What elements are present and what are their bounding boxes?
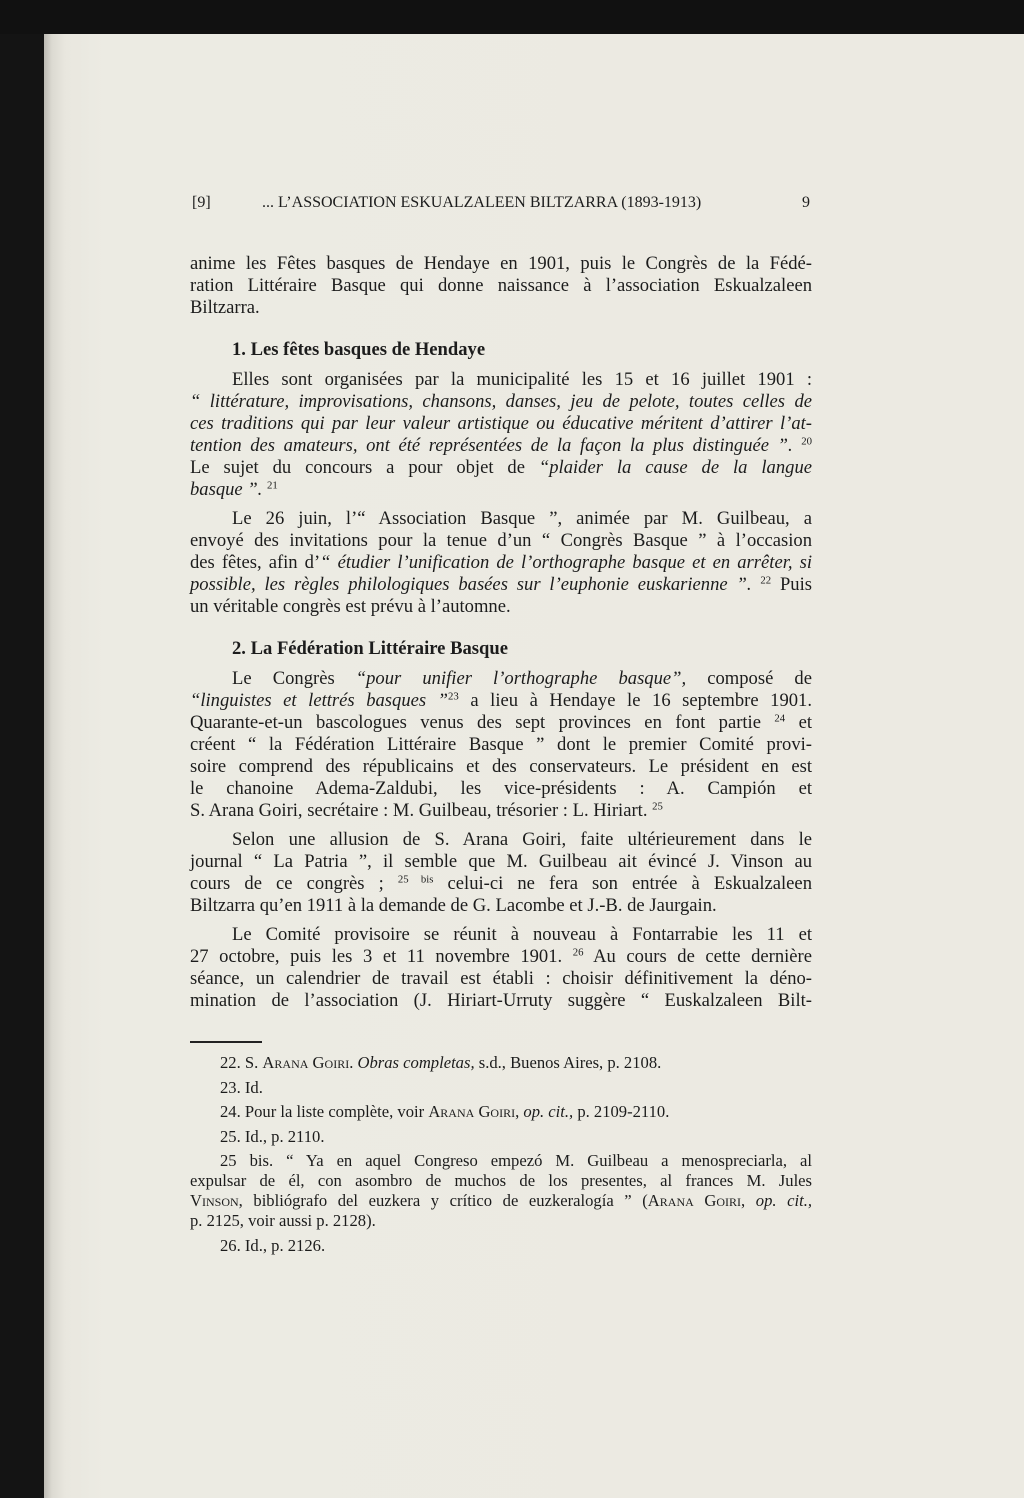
text-run: séance, un calendrier de travail est établi : choisir définitivement la déno- xyxy=(190,968,812,989)
text-run: un véritable congrès est prévu à l’automne. xyxy=(190,596,511,617)
footnote xyxy=(190,1078,812,1098)
text-run: a lieu à Hendaye le 16 septembre 1901. xyxy=(458,690,812,711)
text-line xyxy=(190,275,812,297)
italic-text: Obras completas, xyxy=(357,1053,475,1072)
small-caps-text: Arana Goiri xyxy=(428,1102,516,1121)
italic-text: op. cit., xyxy=(755,1191,813,1210)
text-run: Quarante-et-un bascologues venus des sept provinces en font partie xyxy=(190,712,775,733)
italic-text: ces traditions qui par leur valeur artistique ou éducative méritent d’attirer l’at- xyxy=(190,413,812,434)
text-run: composé de xyxy=(686,668,812,689)
text-line xyxy=(190,1053,812,1073)
text-line xyxy=(190,435,812,457)
text-run: cours de ce congrès ; xyxy=(190,873,398,894)
text-line xyxy=(190,508,812,530)
text-run: Puis xyxy=(771,574,812,595)
text-run: Au cours de cette dernière xyxy=(583,946,812,967)
text-run: 2. La Fédération Littéraire Basque xyxy=(232,638,508,659)
running-header xyxy=(190,192,812,214)
text-run: anime les Fêtes basques de Hendaye en 1901, puis le Congrès de la Fédé- xyxy=(190,253,812,274)
text-line xyxy=(190,968,812,990)
footnote xyxy=(190,1102,812,1122)
footnote xyxy=(190,1053,812,1073)
small-caps-text: Arana Goiri. xyxy=(262,1053,354,1072)
text-line xyxy=(190,778,812,800)
text-run: 24. Pour la liste complète, voir xyxy=(220,1102,429,1121)
footnote-reference: 26 xyxy=(572,946,584,959)
text-run: Selon une allusion de S. Arana Goiri, faite ultérieurement dans le xyxy=(232,829,812,850)
main-text xyxy=(190,253,812,1012)
text-line xyxy=(190,596,812,618)
text-run: Le Comité provisoire se réunit à nouveau à Fontarrabie les 11 et xyxy=(232,924,812,945)
text-line xyxy=(190,924,812,946)
text-line xyxy=(190,391,812,413)
text-run: soire comprend des républicains et des conservateurs. Le président en est xyxy=(190,756,812,777)
italic-text: “linguistes et lettrés basques ” xyxy=(190,690,449,711)
small-caps-text: Arana Goiri xyxy=(647,1191,742,1210)
text-line xyxy=(190,712,812,734)
text-run: celui-ci ne fera son entrée à Eskualzaleen xyxy=(433,873,812,894)
text-line xyxy=(190,339,812,361)
text-run: le chanoine Adema-Zaldubi, les vice-présidents : A. Campión et xyxy=(190,778,812,799)
footnote-reference: 25 bis xyxy=(397,873,434,886)
italic-text: op. cit., xyxy=(523,1102,574,1121)
italic-text: “ étudier l’unification de l’orthographe basque et en arrêter, si xyxy=(320,552,812,573)
text-line xyxy=(190,1078,812,1098)
footnote xyxy=(190,1236,812,1256)
text-run: p. 2109-2110. xyxy=(573,1102,670,1121)
text-run: 22. S. xyxy=(220,1053,263,1072)
text-line xyxy=(190,734,812,756)
text-line xyxy=(190,829,812,851)
page-reference: [9] xyxy=(192,194,211,211)
paragraph xyxy=(190,253,812,319)
text-run: envoyé des invitations pour la tenue d’un “ Congrès Basque ” à l’occasion xyxy=(190,530,812,551)
italic-text: tention des amateurs, ont été représentées de la façon la plus distinguée ”. xyxy=(190,435,802,456)
footnote-reference: 22 xyxy=(760,574,772,587)
paragraph xyxy=(190,829,812,917)
text-run: Le sujet du concours a pour objet de xyxy=(190,457,539,478)
text-line xyxy=(190,1191,812,1211)
text-line xyxy=(190,756,812,778)
text-line xyxy=(190,873,812,895)
text-line xyxy=(190,1171,812,1191)
text-line xyxy=(190,668,812,690)
footnote xyxy=(190,1127,812,1147)
text-line xyxy=(190,990,812,1012)
footnote xyxy=(190,1151,812,1231)
text-run: S. Arana Goiri, secrétaire : M. Guilbeau, trésorier : L. Hiriart. xyxy=(190,800,653,821)
text-line xyxy=(190,895,812,917)
text-run: mination de l’association (J. Hiriart-Urruty suggère “ Euskalzaleen Bilt- xyxy=(190,990,812,1011)
italic-text: “pour unifier l’orthographe basque”, xyxy=(355,668,687,689)
text-run: Le 26 juin, l’“ Association Basque ”, animée par M. Guilbeau, a xyxy=(232,508,812,529)
text-run: 25 bis. “ Ya en aquel Congreso empezó M. Guilbeau a menospreciarla, al xyxy=(220,1151,812,1170)
footnotes xyxy=(190,1053,812,1256)
section-heading xyxy=(190,638,812,660)
section-heading xyxy=(190,339,812,361)
footnote-reference: 23 xyxy=(448,690,459,703)
text-run: 26. Id., p. 2126. xyxy=(220,1235,326,1255)
text-run: s.d., Buenos Aires, p. 2108. xyxy=(474,1053,662,1072)
text-run: , xyxy=(515,1102,524,1121)
italic-text: possible, les règles philologiques basées sur l’euphonie euskarienne ”. xyxy=(190,574,761,595)
text-run: Biltzarra qu’en 1911 à la demande de G. Lacombe et J.-B. de Jaurgain. xyxy=(190,895,717,916)
paragraph xyxy=(190,668,812,822)
text-line xyxy=(190,800,812,822)
small-caps-text: Vinson xyxy=(190,1191,239,1210)
text-line xyxy=(190,946,812,968)
text-run: Elles sont organisées par la municipalité les 15 et 16 juillet 1901 : xyxy=(232,369,812,390)
text-line xyxy=(190,690,812,712)
scan-top-border xyxy=(0,0,1024,34)
footnote-reference: 21 xyxy=(266,479,278,492)
footnote-reference: 25 xyxy=(652,800,663,813)
running-title: ... L’ASSOCIATION ESKUALZALEEN BILTZARRA (1893-1913) xyxy=(262,194,702,211)
text-run: créent “ la Fédération Littéraire Basque ” dont le premier Comité provi- xyxy=(190,734,812,755)
footnote-separator xyxy=(190,1041,262,1043)
text-line xyxy=(190,413,812,435)
text-line xyxy=(190,1127,812,1147)
text-line xyxy=(190,1211,812,1231)
text-line xyxy=(190,530,812,552)
footnote-reference: 24 xyxy=(774,712,786,725)
text-line xyxy=(190,369,812,391)
text-line xyxy=(190,1151,812,1171)
text-run: 25. Id., p. 2110. xyxy=(220,1126,325,1146)
text-run: 23. Id. xyxy=(220,1077,263,1097)
text-line xyxy=(190,1102,812,1122)
text-run: expulsar de él, con asombro de muchos de los presentes, al frances M. Jules xyxy=(190,1171,812,1190)
page-number: 9 xyxy=(802,194,810,211)
text-run: 1. Les fêtes basques de Hendaye xyxy=(232,339,486,360)
text-run: Le Congrès xyxy=(232,668,356,689)
text-run: p. 2125, voir aussi p. 2128). xyxy=(190,1211,376,1230)
text-line xyxy=(190,479,812,501)
text-run: , bibliógrafo del euzkera y crítico de euzkeralogía ” ( xyxy=(238,1191,648,1210)
text-run: 27 octobre, puis les 3 et 11 novembre 1901. xyxy=(190,946,573,967)
paragraph xyxy=(190,369,812,501)
footnote-reference: 20 xyxy=(801,435,812,448)
text-line xyxy=(190,574,812,596)
text-line xyxy=(190,297,812,319)
text-run: Biltzarra. xyxy=(190,297,260,318)
text-run: des fêtes, afin d’ xyxy=(190,552,321,573)
text-line xyxy=(190,552,812,574)
italic-text: basque ”. xyxy=(190,479,267,500)
text-run: ration Littéraire Basque qui donne naissance à l’association Eskualzaleen xyxy=(190,275,812,296)
italic-text: “plaider la cause de la langue xyxy=(538,457,812,478)
paragraph xyxy=(190,924,812,1012)
text-run: , xyxy=(741,1191,756,1210)
text-line xyxy=(190,1236,812,1256)
text-line xyxy=(190,253,812,275)
text-run: journal “ La Patria ”, il semble que M. Guilbeau ait évincé J. Vinson au xyxy=(190,851,812,872)
text-run: et xyxy=(785,712,812,733)
text-line xyxy=(190,851,812,873)
paragraph xyxy=(190,508,812,618)
text-line xyxy=(190,457,812,479)
italic-text: “ littérature, improvisations, chansons, danses, jeu de pelote, toutes celles de xyxy=(190,391,812,412)
text-line xyxy=(190,638,812,660)
